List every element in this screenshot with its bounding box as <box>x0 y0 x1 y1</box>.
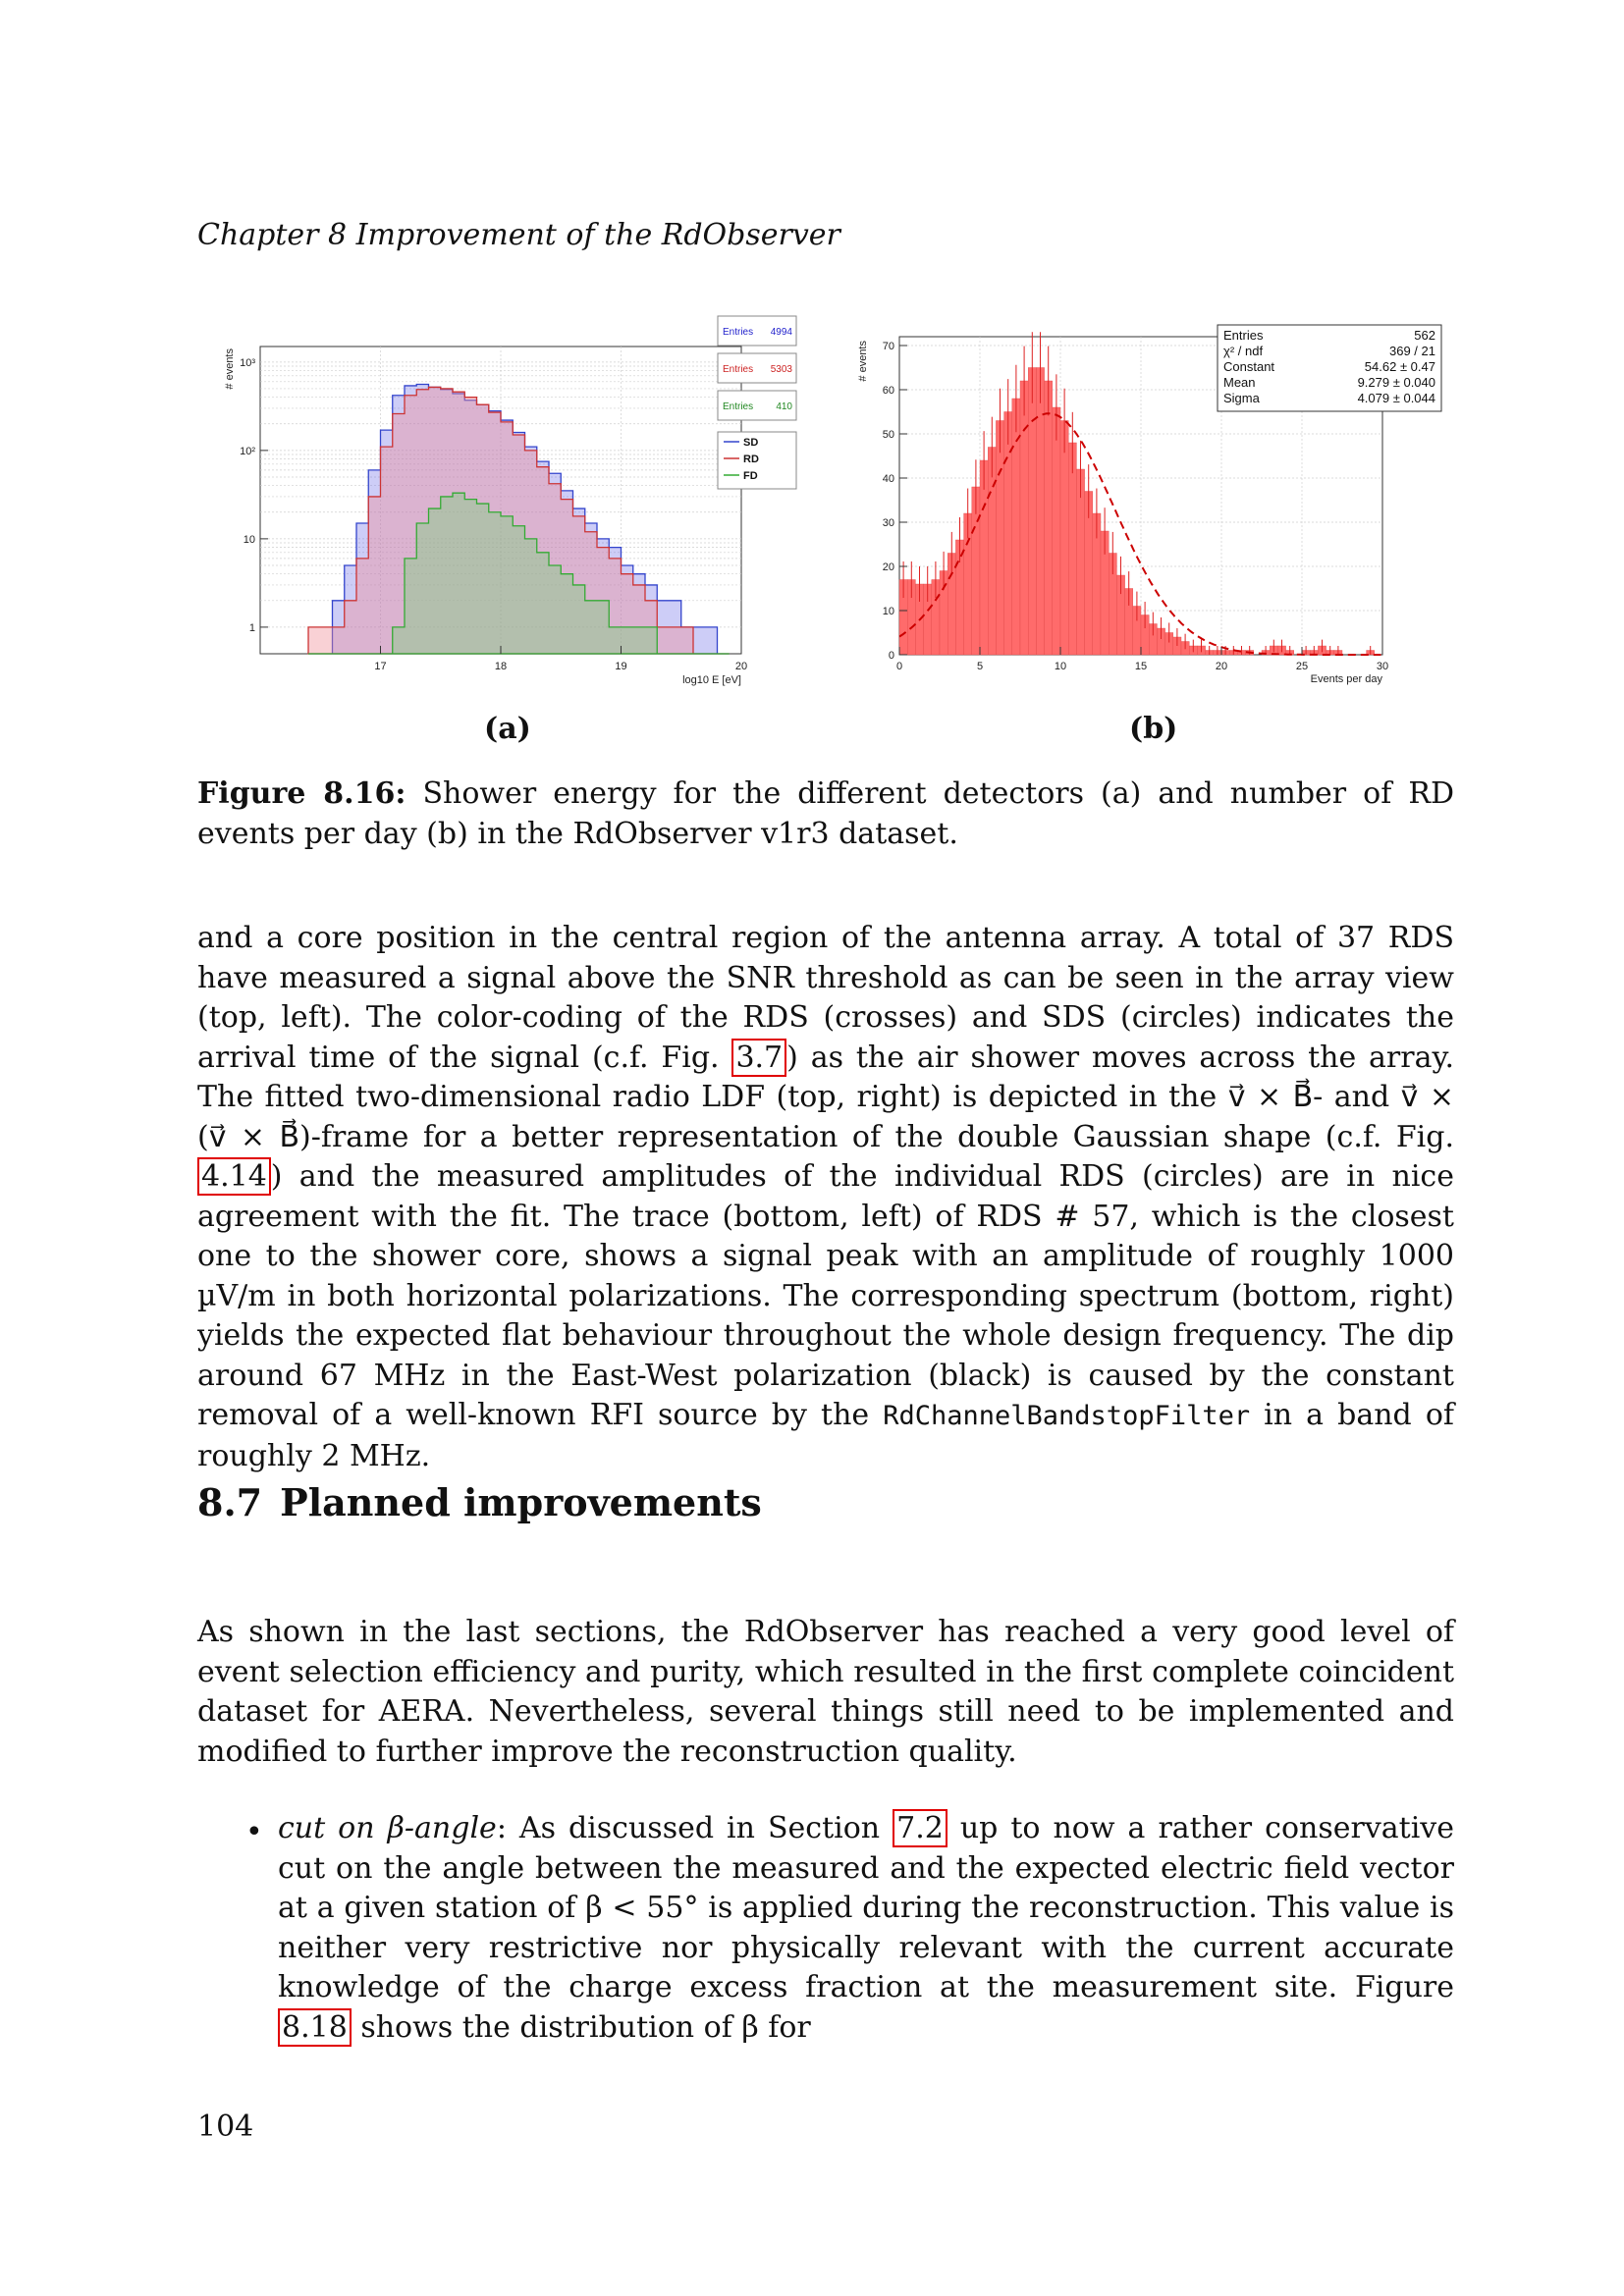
section-title: Planned improvements <box>280 1480 762 1524</box>
ref-link-fig-3-7[interactable]: 3.7 <box>731 1039 786 1077</box>
histogram-bar <box>1068 443 1076 655</box>
section-heading <box>197 1480 780 1524</box>
y-tick-label: 50 <box>882 429 894 441</box>
bullet-text-3: shows the distribution of β for <box>351 2009 811 2045</box>
x-tick-label: 0 <box>895 661 903 672</box>
histogram-bar <box>1036 368 1044 656</box>
paragraph-body-1 <box>197 919 1454 1476</box>
x-tick-label: 17 <box>374 661 387 672</box>
stats-label: Mean <box>1223 375 1256 390</box>
para1-text-2: ) as the air shower moves across the array. The fitted two-dimensional radio LDF (top, right) is depicted in the v⃗ × B⃗- and v⃗ × (v⃗ × B⃗)-frame for a better representation of the double Gaussian shape (c.f. Fig. <box>197 1040 1454 1154</box>
panel-label-a: (a) <box>484 712 531 746</box>
events-per-day-chart <box>852 319 1453 702</box>
histogram-bar <box>988 448 996 656</box>
x-tick-label: 20 <box>734 661 748 672</box>
y-tick-label: 30 <box>882 517 894 529</box>
histogram-bar <box>1004 412 1012 656</box>
y-tick-label: 0 <box>888 650 894 662</box>
x-axis-label: Events per day <box>1310 673 1382 685</box>
histogram-bar <box>1020 381 1028 655</box>
legend-label: RD <box>743 454 759 465</box>
y-tick-label: 60 <box>882 385 894 397</box>
stats-value: 369 / 21 <box>1389 344 1435 358</box>
stats-box-label: Entries <box>723 401 754 412</box>
histogram-bar <box>1028 368 1036 656</box>
x-tick-label: 25 <box>1295 661 1309 672</box>
para1-text-3: ) and the measured amplitudes of the individual RDS (circles) are in nice agreement with the fit. The trace (bottom, left) of RDS # 57, which is the closest one to the shower core, shows a signal peak with an amplitude of roughly 1000 µV/m in both horizontal polarizations. The corresponding spectrum (bottom, right) yields the expected flat behaviour throughout the whole design frequency. The dip around 67 MHz in the East-West polarization (black) is caused by the constant removal of a well-known RFI source by the <box>197 1159 1454 1432</box>
bullet-text-2: up to now a rather conservative cut on the angle between the measured and the expected electric field vector at a given station of β < 55° is applied during the reconstruction. This value is neither very restrictive nor physically relevant with the current accurate knowledge of the charge excess fraction at the measurement site. Figure <box>278 1811 1455 2004</box>
ref-link-sec-7-2[interactable]: 7.2 <box>893 1809 947 1847</box>
bullet-dot: • <box>245 1815 263 1849</box>
stats-box-value: 410 <box>776 401 792 412</box>
x-tick-label: 15 <box>1134 661 1148 672</box>
y-axis-label: # events <box>857 341 869 382</box>
stats-label: Constant <box>1223 359 1275 374</box>
x-tick-label: 18 <box>494 661 508 672</box>
histogram-bar <box>1060 421 1068 656</box>
y-tick-label: 10 <box>243 533 255 546</box>
stats-value: 562 <box>1414 328 1435 343</box>
stats-box-value: 5303 <box>770 364 792 375</box>
stats-label: Entries <box>1223 328 1264 343</box>
page-number: 104 <box>197 2109 254 2144</box>
stats-value: 54.62 ± 0.47 <box>1364 359 1435 374</box>
caption-label: Figure 8.16: <box>197 776 406 811</box>
stats-label: χ² / ndf <box>1223 344 1264 358</box>
histogram-bar <box>1053 407 1060 655</box>
y-axis-label: # events <box>224 348 236 390</box>
stats-value: 9.279 ± 0.040 <box>1357 375 1435 390</box>
para1-text-4: in a band of roughly 2 MHz. <box>197 1398 1454 1473</box>
y-tick-label: 70 <box>882 341 894 352</box>
y-tick-label-top: 10³ <box>240 356 255 369</box>
code-term: RdChannelBandstopFilter <box>883 1401 1251 1431</box>
paragraph-body-2: As shown in the last sections, the RdObserver has reached a very good level of event selection efficiency and purity, which resulted in the first complete coincident dataset for AERA. Nevertheless, several things still need to be implemented and modified to further improve the reconstruction quality. <box>197 1615 1454 1769</box>
x-tick-label: 10 <box>1054 661 1067 672</box>
x-tick-label: 20 <box>1215 661 1228 672</box>
bullet-term: cut on β-angle <box>278 1811 497 1845</box>
y-tick-label: 10 <box>882 606 894 617</box>
caption-text: Shower energy for the different detectors (a) and number of RD events per day (b) in the RdObserver v1r3 dataset. <box>197 776 1454 851</box>
histogram-bar <box>1045 381 1053 655</box>
y-tick-label: 20 <box>882 561 894 573</box>
stats-label: Sigma <box>1223 391 1260 405</box>
stats-box-label: Entries <box>723 327 754 338</box>
ref-link-fig-4-14[interactable]: 4.14 <box>197 1157 271 1196</box>
histogram-bar <box>996 421 1003 656</box>
stats-box-value: 4994 <box>770 327 792 338</box>
x-tick-label: 5 <box>976 661 984 672</box>
x-tick-label: 30 <box>1376 661 1389 672</box>
bullet-item <box>278 1809 1454 2048</box>
stats-value: 4.079 ± 0.044 <box>1357 391 1435 405</box>
panel-label-b: (b) <box>1129 712 1178 746</box>
x-tick-label: 19 <box>615 661 627 672</box>
y-tick-label: 10² <box>240 445 255 457</box>
legend-label: SD <box>743 437 759 449</box>
section-number: 8.7 <box>197 1480 263 1524</box>
figure-caption <box>197 774 1454 854</box>
bullet-text-1: : As discussed in Section <box>496 1811 893 1845</box>
para1-text-1: and a core position in the central region of the antenna array. A total of 37 RDS have measured a signal above the SNR threshold as can be seen in the array view (top, left). The color-coding of the RDS (crosses) and SDS (circles) indicates the arrival time of the signal (c.f. Fig. <box>197 921 1454 1075</box>
legend-label: FD <box>743 470 758 482</box>
energy-histogram-chart <box>211 312 800 700</box>
y-tick-label: 1 <box>248 621 255 634</box>
ref-link-fig-8-18[interactable]: 8.18 <box>278 2008 352 2047</box>
stats-box-label: Entries <box>723 364 754 375</box>
x-axis-label: log10 E [eV] <box>682 674 741 686</box>
y-tick-label: 40 <box>882 473 894 485</box>
running-header: Chapter 8 Improvement of the RdObserver <box>197 218 840 252</box>
